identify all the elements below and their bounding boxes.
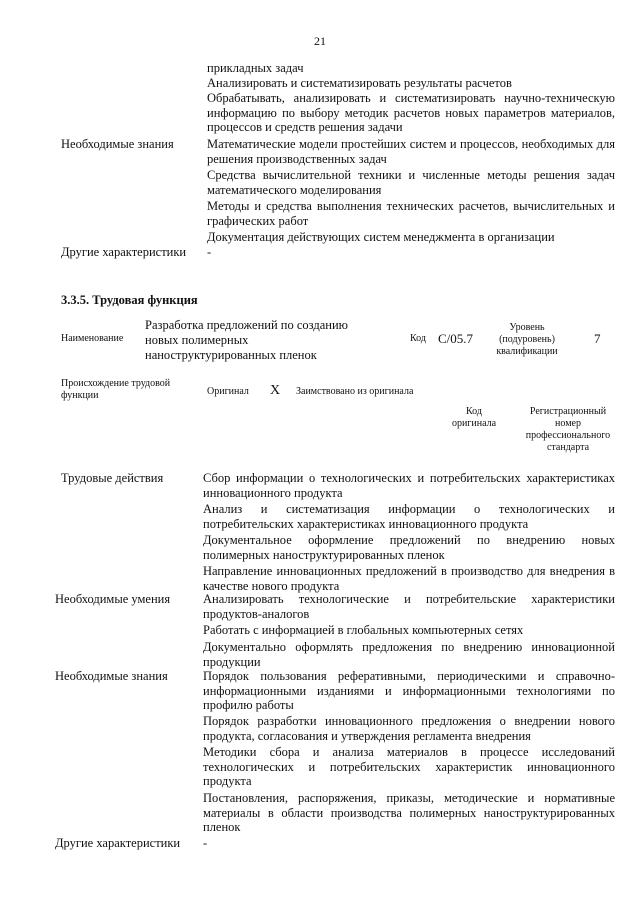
action-item: Анализ и систематизация информации о технологических и потребительских характеристиках инновационного продукта bbox=[203, 502, 615, 531]
knowledge-item: Математические модели простейших систем и процессов, необходимых для решения производственных задач bbox=[207, 137, 615, 166]
skill-item: прикладных задач bbox=[207, 61, 304, 75]
skill-item: Анализировать и систематизировать результаты расчетов bbox=[207, 76, 512, 90]
other-characteristics-label: Другие характеристики bbox=[61, 245, 187, 259]
other-characteristics-label: Другие характеристики bbox=[55, 836, 181, 850]
qualification-level-label: Уровень (подуровень) квалификации bbox=[496, 322, 558, 357]
borrowed-label: Заимствовано из оригинала bbox=[296, 386, 414, 397]
knowledge-item: Средства вычислительной техники и численные методы решения задач математического моделирования bbox=[207, 168, 615, 197]
skill-item: Работать с информацией в глобальных компьютерных сетях bbox=[203, 623, 524, 637]
skill-item: Документально оформлять предложения по внедрению инновационной продукции bbox=[203, 640, 615, 669]
origin-label: Происхождение трудовой функции bbox=[61, 378, 171, 401]
qualification-level-value: 7 bbox=[594, 331, 601, 346]
knowledge-item: Методы и средства выполнения технических расчетов, вычислительных и графических работ bbox=[207, 199, 615, 228]
knowledge-item: Порядок разработки инновационного предложения о внедрении нового продукта, согласования и утверждения регламента внедрения bbox=[203, 714, 615, 743]
function-name: Разработка предложений по созданию новых полимерных наноструктурированных пленок bbox=[145, 318, 348, 362]
action-item: Сбор информации о технологических и потребительских характеристиках инновационного продукта bbox=[203, 471, 615, 500]
action-item: Направление инновационных предложений в производство для внедрения в качестве нового продукта bbox=[203, 564, 615, 593]
skill-item: Анализировать технологические и потребительские характеристики продуктов-аналогов bbox=[203, 592, 615, 621]
page-number: 21 bbox=[314, 34, 326, 48]
skills-label: Необходимые умения bbox=[55, 592, 171, 606]
skill-item: Обрабатывать, анализировать и систематизировать научно-техническую информацию по выбору методик расчетов новых параметров материалов, процессов и средств решения задачи bbox=[207, 91, 615, 134]
section-heading: 3.3.5. Трудовая функция bbox=[61, 293, 198, 307]
name-label: Наименование bbox=[61, 333, 124, 344]
knowledge-item: Постановления, распоряжения, приказы, методические и нормативные материалы в области производства полимерных наноструктурированных пленок bbox=[203, 791, 615, 834]
knowledge-item: Документация действующих систем менеджмента в организации bbox=[207, 230, 555, 244]
knowledge-label: Необходимые знания bbox=[55, 669, 168, 683]
code-value: C/05.7 bbox=[438, 331, 474, 346]
other-characteristics-value: - bbox=[207, 245, 212, 259]
original-mark: X bbox=[270, 383, 281, 398]
knowledge-label: Необходимые знания bbox=[61, 137, 174, 151]
actions-label: Трудовые действия bbox=[61, 471, 164, 485]
other-characteristics-value: - bbox=[203, 836, 208, 850]
code-original-label: Код оригинала bbox=[451, 406, 497, 429]
original-label: Оригинал bbox=[207, 386, 249, 397]
action-item: Документальное оформление предложений по внедрению новых полимерных наноструктурированных пленок bbox=[203, 533, 615, 562]
reg-number-label: Регистрационный номер профессионального стандарта bbox=[525, 406, 611, 453]
code-label: Код bbox=[410, 333, 426, 344]
knowledge-item: Порядок пользования реферативными, периодическими и справочно-информационными изданиями и информационными технологиями по профилю работы bbox=[203, 669, 615, 712]
knowledge-item: Методики сбора и анализа материалов в процессе исследований технологических и потребительских характеристик инновационного продукта bbox=[203, 745, 615, 788]
